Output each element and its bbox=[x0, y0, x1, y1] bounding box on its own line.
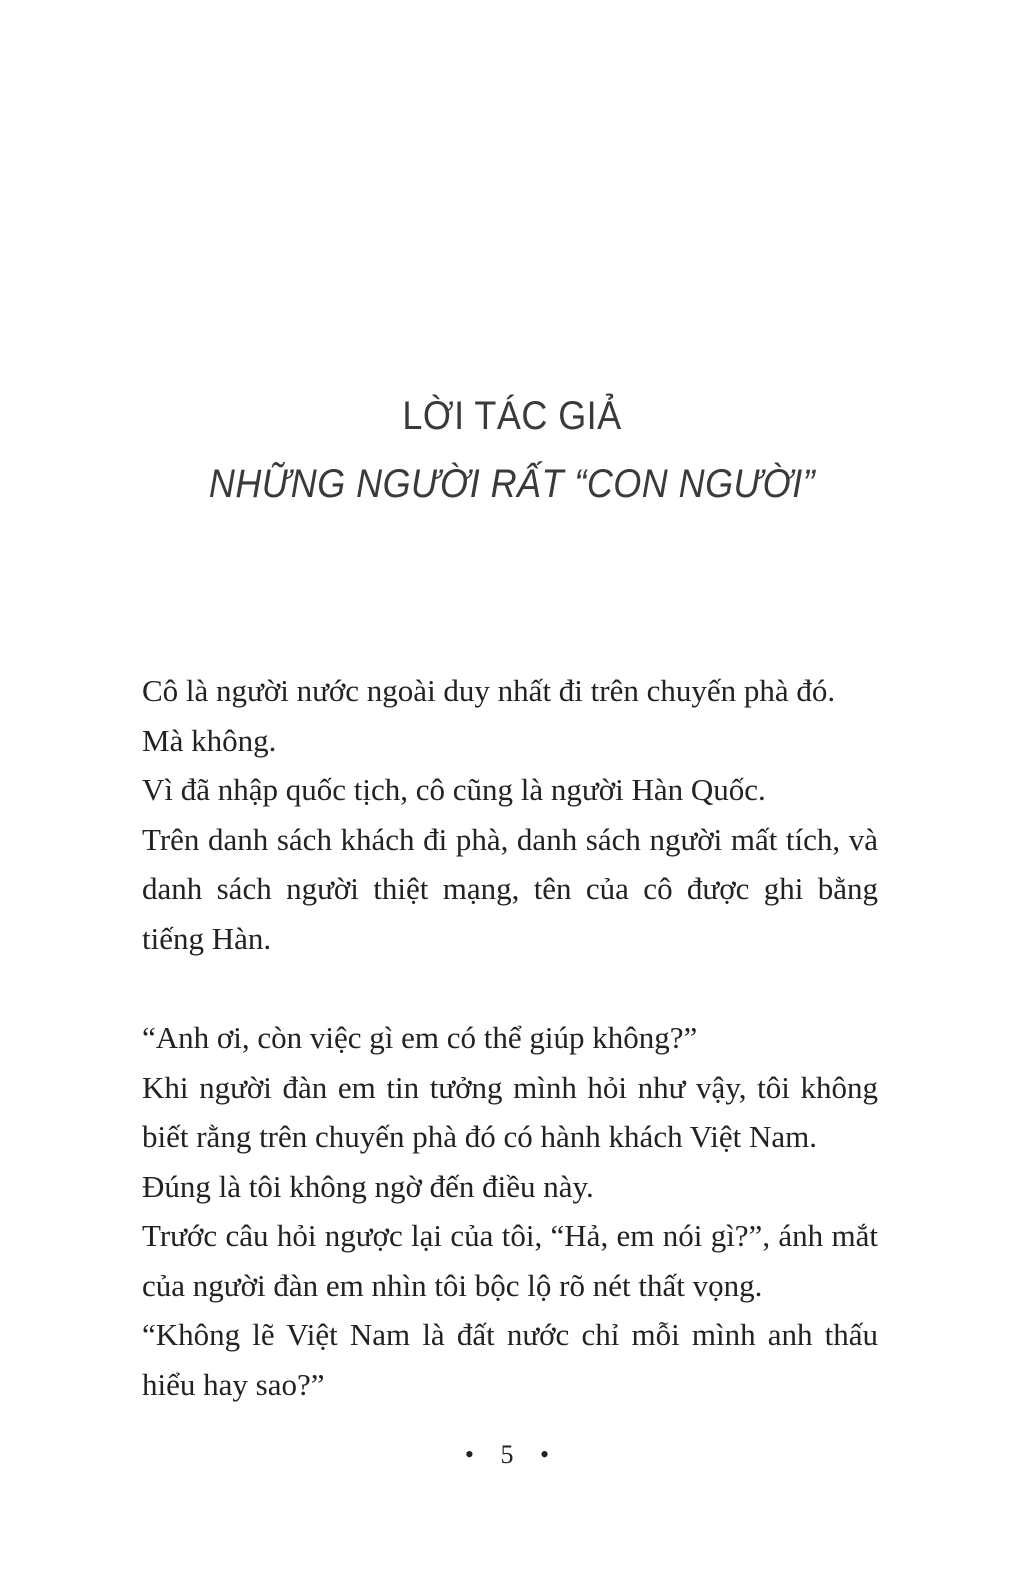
paragraph: Cô là người nước ngoài duy nhất đi trên chuyến phà đó. bbox=[142, 673, 836, 708]
text-block-1 bbox=[142, 666, 878, 963]
paragraph: Trước câu hỏi ngược lại của tôi, “Hả, em nói gì?”, ánh mắt của người đàn em nhìn tôi bộc lộ rõ nét thất vọng. bbox=[142, 1218, 878, 1303]
paragraph: Khi người đàn em tin tưởng mình hỏi như vậy, tôi không biết rằng trên chuyến phà đó có hành khách Việt Nam. bbox=[142, 1069, 878, 1154]
paragraph: Mà không. bbox=[142, 722, 277, 758]
chapter-title: LỜI TÁC GIẢ bbox=[402, 394, 622, 438]
page-number: • 5 • bbox=[464, 1440, 560, 1469]
text-block-2 bbox=[142, 1013, 878, 1409]
paragraph: “Anh ơi, còn việc gì em có thể giúp không?” bbox=[142, 1020, 698, 1055]
chapter-subtitle: NHỮNG NGƯỜI RẤT “CON NGƯỜI” bbox=[208, 462, 816, 506]
paragraph: Trên danh sách khách đi phà, danh sách người mất tích, và danh sách người thiệt mạng, tên của cô được ghi bằng tiếng Hàn. bbox=[142, 821, 878, 956]
paragraph: “Không lẽ Việt Nam là đất nước chỉ mỗi mình anh thấu hiểu hay sao?” bbox=[142, 1317, 878, 1402]
paragraph: Đúng là tôi không ngờ đến điều này. bbox=[142, 1168, 594, 1204]
paragraph: Vì đã nhập quốc tịch, cô cũng là người Hàn Quốc. bbox=[142, 772, 766, 807]
